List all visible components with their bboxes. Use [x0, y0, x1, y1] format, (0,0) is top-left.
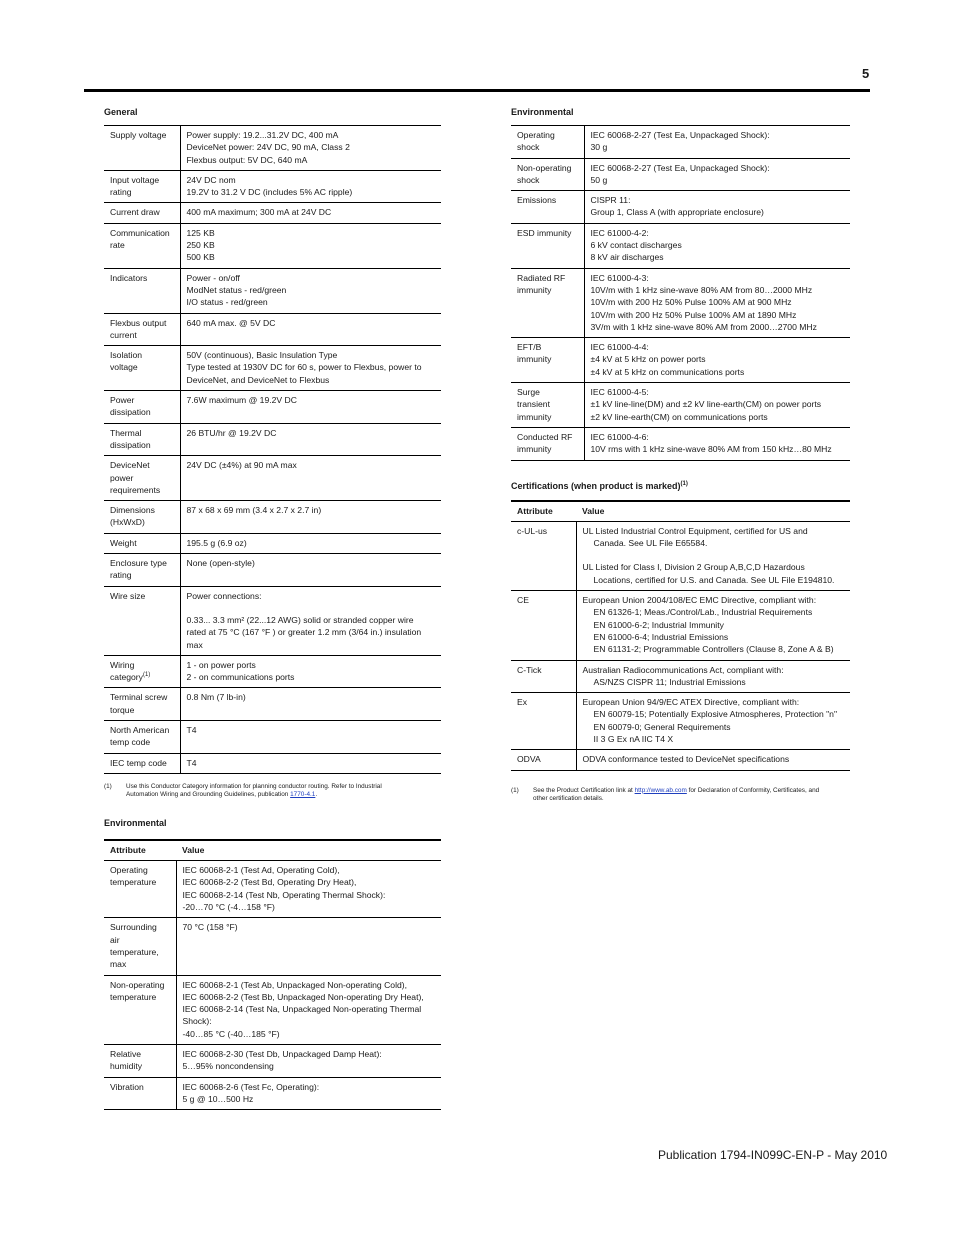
value-cell: IEC 61000-4-3: 10V/m with 1 kHz sine-wave 80% AM from 80…2000 MHz 10V/m with 200 Hz 50% Pulse 100% AM at 900 MHz 10V/m with 200 Hz 50% Pulse 100% AM at 1890 MHz 3V/m with 1 kHz sine-wave 80% AM from 2000…2700 MHz — [590, 272, 817, 332]
table-row — [104, 456, 441, 501]
table-row — [104, 223, 441, 268]
environmental-spec-table — [104, 839, 441, 1110]
value-cell: 26 BTU/hr @ 19.2V DC — [186, 427, 277, 438]
table-row — [511, 693, 850, 750]
table-row — [104, 655, 441, 688]
value-cell: Power connections: 0.33... 3.3 mm² (22...12 AWG) solid or stranded copper wire rated at 75 °C (167 °F ) or greater 1.2 mm (3/64 in.) insulation max — [186, 590, 422, 650]
attribute-cell: Wiring category$^{(1)}$ — [104, 655, 180, 688]
table-row — [104, 586, 441, 655]
attribute-cell: Vibration — [104, 1077, 176, 1110]
table-header-row — [104, 840, 441, 861]
attribute-cell: Operating temperature — [104, 861, 176, 918]
certifications-section-title: Certifications (when product is marked)$^{(1)}$ — [511, 480, 688, 491]
value-cell: 125 KB 250 KB 500 KB — [186, 227, 215, 263]
value-cell: IEC 61000-4-2: 6 kV contact discharges 8 kV air discharges — [590, 227, 682, 263]
value-cell: 640 mA max. @ 5V DC — [186, 317, 276, 328]
attribute-cell: Ex — [511, 693, 576, 750]
attribute-cell: Radiated RF immunity — [511, 268, 584, 337]
table-row — [104, 268, 441, 313]
value-cell: IEC 61000-4-4: ±4 kV at 5 kHz on power ports ±4 kV at 5 kHz on communications ports — [590, 342, 745, 377]
attribute-cell: Operating shock — [511, 126, 584, 159]
value-cell: 50V (continuous), Basic Insulation Type Type tested at 1930V DC for 60 s, power to Flexbus, power to DeviceNet, and DeviceNet to Flexbus — [186, 350, 422, 385]
table-row — [104, 313, 441, 346]
table-row — [104, 918, 441, 975]
attribute-cell: Surrounding air temperature, max — [104, 918, 176, 975]
table-row — [104, 720, 441, 753]
value-cell: European Union 94/9/EC ATEX Directive, compliant with: EN 60079-15; Potentially Explosive Atmospheres, Protection "n" EN 60079-0; General Requirements II 3 G Ex nA IIC T4 X — [582, 697, 838, 744]
attribute-cell: Surge transient immunity — [511, 383, 584, 428]
attribute-cell: Flexbus output current — [104, 313, 180, 346]
attribute-cell: Indicators — [104, 268, 180, 313]
value-cell: IEC 61000-4-5: ±1 kV line-line(DM) and ±2 kV line-earth(CM) on power ports ±2 kV line-earth(CM) on communications ports — [590, 387, 822, 422]
table-row — [104, 554, 441, 587]
attribute-cell: Terminal screw torque — [104, 688, 180, 721]
attribute-cell: Weight — [104, 533, 180, 553]
value-cell: Power supply: 19.2...31.2V DC, 400 mA DeviceNet power: 24V DC, 90 mA, Class 2 Flexbus output: 5V DC, 640 mA — [186, 130, 350, 165]
value-cell: T4 — [186, 757, 197, 768]
value-cell: 70 °C (158 °F) — [182, 922, 238, 933]
table-header-row — [511, 501, 850, 522]
value-cell: 87 x 68 x 69 mm (3.4 x 2.7 x 2.7 in) — [186, 505, 322, 516]
environmental-section-title-right: Environmental — [511, 107, 574, 117]
table-row — [511, 223, 850, 268]
table-row — [104, 203, 441, 223]
attribute-header: Attribute — [517, 505, 553, 516]
attribute-cell: Dimensions (HxWxD) — [104, 501, 180, 534]
top-rule — [84, 89, 870, 92]
attribute-cell: Emissions — [511, 191, 584, 224]
table-row — [511, 126, 850, 159]
value-cell: ODVA conformance tested to DeviceNet specifications — [582, 754, 790, 765]
table-row — [511, 338, 850, 383]
value-cell: IEC 60068-2-27 (Test Ea, Unpackaged Shock): 30 g — [590, 130, 770, 153]
attribute-cell: Thermal dissipation — [104, 423, 180, 456]
value-cell: Australian Radiocommunications Act, compliant with: AS/NZS CISPR 11; Industrial Emissions — [582, 664, 784, 687]
page-number: 5 — [862, 66, 870, 81]
certifications-table — [511, 500, 850, 771]
table-row — [104, 753, 441, 773]
attribute-cell: ESD immunity — [511, 223, 584, 268]
general-section-title: General — [104, 107, 138, 117]
table-row — [511, 660, 850, 693]
table-row — [511, 427, 850, 460]
attribute-cell: DeviceNet power requirements — [104, 456, 180, 501]
attribute-cell: c-UL-us — [511, 521, 576, 590]
table-row — [104, 170, 441, 203]
publication-footer: Publication 1794-IN099C-EN-P - May 2010 — [658, 1148, 888, 1162]
attribute-cell: Supply voltage — [104, 126, 180, 171]
footnote-ref: (1) — [142, 672, 151, 679]
value-header: Value — [582, 505, 605, 516]
general-spec-table — [104, 125, 441, 774]
value-cell: 24V DC nom 19.2V to 31.2 V DC (includes 5% AC ripple) — [186, 174, 353, 198]
attribute-cell: Enclosure type rating — [104, 554, 180, 587]
value-cell: 7.6W maximum @ 19.2V DC — [186, 395, 297, 406]
value-cell: 195.5 g (6.9 oz) — [186, 537, 247, 548]
attribute-cell: North American temp code — [104, 720, 180, 753]
attribute-cell: Communication rate — [104, 223, 180, 268]
attribute-cell: ODVA — [511, 750, 576, 770]
attribute-cell: Isolation voltage — [104, 346, 180, 391]
value-cell: UL Listed Industrial Control Equipment, certified for US and Canada. See UL File E65584. UL Listed for Class I, Division 2 Group A,B,C,D Hazardous Locations, certified for U.S. and Canada. See UL File E194810. — [582, 525, 835, 585]
table-row — [104, 975, 441, 1044]
table-row — [511, 521, 850, 590]
value-cell: European Union 2004/108/EC EMC Directive, compliant with: EN 61326-1; Meas./Control/Lab., Industrial Requirements EN 61000-6-2; Industrial Immunity EN 61000-6-4; Industrial Emissions EN 61131-2; Programmable Controllers (Clause 8, Zone A & B) — [582, 595, 834, 655]
attribute-cell: Wire size — [104, 586, 180, 655]
table-row — [104, 533, 441, 553]
value-cell: IEC 60068-2-27 (Test Ea, Unpackaged Shock): 50 g — [590, 162, 770, 185]
footnote-right: (1) See the Product Certification link at http://www.ab.com for Declaration of Conformity, Certificates, and other certification details. — [511, 786, 820, 803]
value-cell: T4 — [186, 724, 197, 735]
value-cell: None (open-style) — [186, 558, 255, 569]
table-row — [511, 750, 850, 770]
attribute-cell: C-Tick — [511, 660, 576, 693]
table-row — [511, 158, 850, 191]
attribute-cell: Input voltage rating — [104, 170, 180, 203]
attribute-cell: CE — [511, 591, 576, 660]
attribute-cell: EFT/B immunity — [511, 338, 584, 383]
right-column — [511, 107, 850, 804]
table-row — [104, 423, 441, 456]
table-row — [104, 688, 441, 721]
attribute-cell: Relative humidity — [104, 1045, 176, 1078]
table-row — [104, 1045, 441, 1078]
footnote: (1) Use this Conductor Category information for planning conductor routing. Refer to Industrial Automation Wiring and Grounding Guidelines, publication 1770-4.1. — [104, 782, 382, 799]
attribute-header: Attribute — [110, 844, 146, 855]
table-row — [104, 126, 441, 171]
attribute-cell: Non-operating shock — [511, 158, 584, 191]
value-cell: IEC 60068-2-1 (Test Ad, Operating Cold), IEC 60068-2-2 (Test Bd, Operating Dry Heat), IEC 60068-2-14 (Test Nb, Operating Thermal Shock): -20…70 °C (-4…158 °F) — [182, 865, 386, 913]
table-row — [511, 591, 850, 660]
table-row — [104, 346, 441, 391]
publication-link[interactable]: 1770-4.1 — [290, 791, 316, 799]
attribute-cell: IEC temp code — [104, 753, 180, 773]
value-cell: IEC 60068-2-6 (Test Fc, Operating): 5 g @ 10…500 Hz — [182, 1081, 320, 1104]
environmental-section-title: Environmental — [104, 817, 167, 828]
left-column — [104, 107, 441, 1110]
environmental-spec-table-right — [511, 125, 850, 461]
value-header: Value — [182, 844, 205, 855]
attribute-cell: Conducted RF immunity — [511, 427, 584, 460]
value-cell: 400 mA maximum; 300 mA at 24V DC — [186, 207, 332, 218]
attribute-cell: Non-operating temperature — [104, 975, 176, 1044]
value-cell: 24V DC (±4%) at 90 mA max — [186, 460, 297, 471]
table-row — [511, 268, 850, 337]
table-row — [104, 1077, 441, 1110]
attribute-cell: Current draw — [104, 203, 180, 223]
table-row — [104, 501, 441, 534]
table-row — [511, 383, 850, 428]
table-row — [511, 191, 850, 224]
table-row — [104, 861, 441, 918]
value-cell: 1 - on power ports 2 - on communications ports — [186, 659, 295, 683]
value-cell: 0.8 Nm (7 lb-in) — [186, 692, 246, 703]
value-cell: IEC 60068-2-30 (Test Db, Unpackaged Damp Heat): 5…95% noncondensing — [182, 1049, 382, 1072]
value-cell: IEC 60068-2-1 (Test Ab, Unpackaged Non-operating Cold), IEC 60068-2-2 (Test Bb, Unpackaged Non-operating Dry Heat), IEC 60068-2-14 (Test Na, Unpackaged Non-operating Thermal Shock): -40…85 °C (-40…185 °F) — [182, 979, 424, 1039]
attribute-cell: Power dissipation — [104, 391, 180, 424]
value-cell: Power - on/off ModNet status - red/green I/O status - red/green — [186, 272, 287, 308]
table-row — [104, 391, 441, 424]
value-cell: CISPR 11: Group 1, Class A (with appropriate enclosure) — [590, 195, 764, 218]
value-cell: IEC 61000-4-6: 10V rms with 1 kHz sine-wave 80% AM from 150 kHz…80 MHz — [590, 431, 832, 455]
ab-website-link[interactable]: http://www.ab.com — [634, 786, 687, 794]
